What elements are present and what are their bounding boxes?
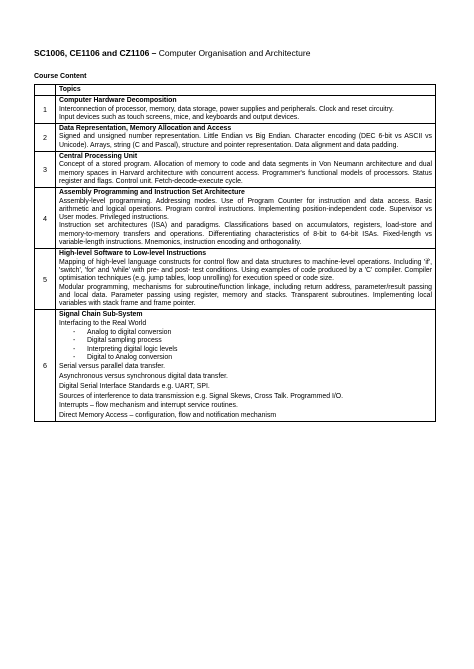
row-content [56, 124, 436, 152]
table-header-row [35, 85, 436, 96]
row-number: 1 [35, 96, 56, 124]
topic-title: Data Representation, Memory Allocation and Access [59, 125, 232, 133]
topic-line: Asynchronous versus synchronous digital data transfer. [59, 373, 228, 380]
row-content [56, 152, 436, 188]
course-codes: SC1006, CE1106 and CZ1106 – [34, 48, 157, 58]
topic-line: Sources of interference to data transmission e.g. Signal Skews, Cross Talk. Programmed I/O. [59, 392, 344, 400]
list-item: - Digital to Analog conversion [73, 354, 432, 362]
course-name: Computer Organisation and Architecture [158, 48, 311, 58]
row-number: 5 [35, 249, 56, 310]
row-number: 3 [35, 152, 56, 188]
topic-line: Serial versus parallel data transfer. [59, 363, 166, 371]
topic-title: Computer Hardware Decomposition [59, 97, 177, 105]
topic-line: Digital Serial Interface Standards e.g. UART, SPI. [59, 382, 210, 390]
topic-title: High-level Software to Low-level Instructions [59, 250, 207, 258]
topic-title: Central Processing Unit [59, 153, 138, 161]
row-number: 4 [35, 188, 56, 249]
topic-line: Interrupts – flow mechanism and interrupt service routines. [59, 402, 238, 410]
table-row [35, 152, 436, 188]
topic-paragraph: Input devices such as touch screens, mice, and keyboards and output devices. [59, 113, 300, 121]
header-number-cell [35, 85, 56, 96]
list-item: - Interpreting digital logic levels [73, 346, 432, 354]
table-row [35, 249, 436, 310]
row-content [56, 96, 436, 124]
row-content [56, 310, 436, 422]
topic-paragraph: Assembly-level programming. Addressing modes. Use of Program Counter for instruction and data access. Basic arithmetic and logical operations. Program control instructions. Implementing position-independent code. Supervisor vs User modes. Privileged instructions. [59, 197, 432, 222]
topic-paragraph: Signed and unsigned number representation. Little Endian vs Big Endian. Character encoding (DEC 6-bit vs ASCII vs Unicode). Arrays, string (C and Pascal), structure and pointer representation. Data alignment and data padding. [59, 133, 432, 149]
list-item: - Digital sampling process [73, 337, 432, 345]
topic-bullet-list [73, 329, 432, 362]
table-row [35, 188, 436, 249]
topic-paragraph: Concept of a stored program. Allocation of memory to code and data segments in Von Neumann architecture and dual memory spaces in Harvard architecture with concurrent access. Programmer's functional models of processors. Status register and flags. Control unit. Fetch-decode-execute cycle. [59, 161, 432, 185]
row-content [56, 249, 436, 310]
row-number: 6 [35, 310, 56, 422]
header-topics-cell: Topics [56, 85, 436, 96]
section-heading: Course Content [34, 73, 87, 80]
topic-title: Signal Chain Sub-System [59, 311, 143, 319]
topic-paragraph: Mapping of high-level language constructs for control flow and data structures to machine-level operations. Including 'if', 'switch', 'for' and 'while' with pre- and post- test conditions. Using examples of code produced by a 'C' compiler. Compiler optimisation techniques (e.g. jump tables, loop unrolling) for execution speed or code size. [59, 258, 432, 283]
row-number: 2 [35, 124, 56, 152]
topic-title: Assembly Programming and Instruction Set Architecture [59, 189, 245, 197]
topic-paragraph: Modular programming, mechanisms for subroutine/function linkage, including return address, parameter/result passing and local data. Parameter passing using register, memory and stacks. Transparent subroutines. Implementing local variables with stack frame and frame pointer. [59, 283, 432, 308]
table-row [35, 96, 436, 124]
list-item: - Analog to digital conversion [73, 329, 432, 337]
row-content [56, 188, 436, 249]
topic-paragraph: Instruction set architectures (ISA) and paradigms. Classifications based on accumulators, registers, load-store and memory-to-memory transfers and operations. Differentiating characteristics of 8-bit to 64-bit ISAs. Fixed-length vs variable-length instructions. Mnemonics, instruction encoding and orthogonality. [59, 222, 432, 247]
topic-intro: Interfacing to the Real World [59, 319, 147, 327]
table-row [35, 310, 436, 422]
course-content-table [34, 84, 436, 422]
topic-line: Direct Memory Access – configuration, flow and notification mechanism [59, 412, 277, 420]
topic-paragraph: Interconnection of processor, memory, data storage, power supplies and peripherals. Clock and reset circuitry. [59, 105, 394, 113]
course-title [34, 48, 310, 58]
table-row [35, 124, 436, 152]
